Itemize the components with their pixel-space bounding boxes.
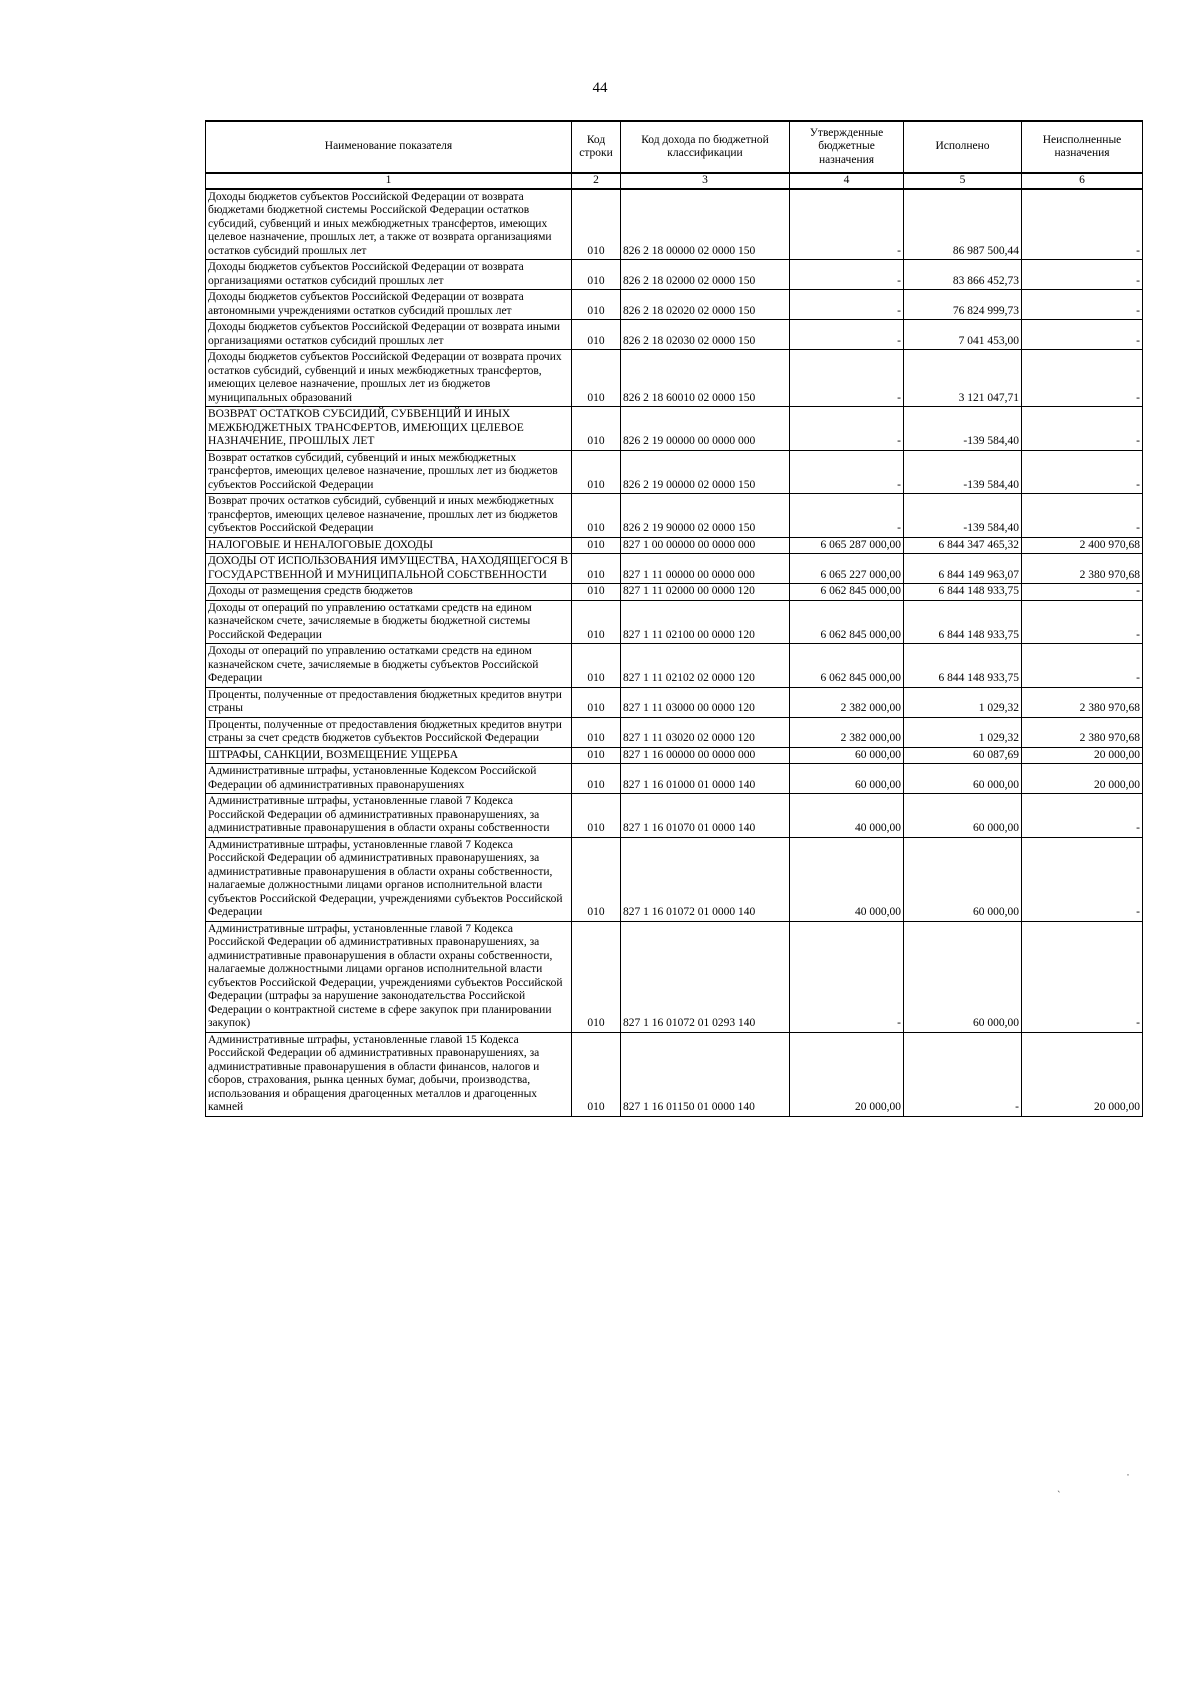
table-row [206, 189, 1143, 260]
budget-code: 826 2 19 00000 00 0000 000 [621, 407, 790, 451]
unexecuted-amount: - [1022, 794, 1143, 838]
table-row [206, 717, 1143, 747]
column-header-budget-code: Код дохода по бюджетной классификации [621, 121, 790, 173]
executed-amount: -139 584,40 [904, 494, 1022, 538]
unexecuted-amount: 2 400 970,68 [1022, 537, 1143, 554]
row-name: ВОЗВРАТ ОСТАТКОВ СУБСИДИЙ, СУБВЕНЦИЙ И ИНЫХ МЕЖБЮДЖЕТНЫХ ТРАНСФЕРТОВ, ИМЕЮЩИХ ЦЕЛЕВОЕ НАЗНАЧЕНИЕ, ПРОШЛЫХ ЛЕТ [206, 407, 572, 451]
budget-code: 826 2 19 00000 02 0000 150 [621, 450, 790, 494]
approved-amount: - [790, 350, 904, 407]
table-row [206, 687, 1143, 717]
executed-amount: 3 121 047,71 [904, 350, 1022, 407]
unexecuted-amount: - [1022, 189, 1143, 260]
unexecuted-amount: - [1022, 494, 1143, 538]
executed-amount: - [904, 1032, 1022, 1116]
unexecuted-amount: - [1022, 921, 1143, 1032]
table-header [206, 121, 1143, 189]
approved-amount: 20 000,00 [790, 1032, 904, 1116]
table-row [206, 494, 1143, 538]
executed-amount: -139 584,40 [904, 407, 1022, 451]
column-number: 5 [904, 173, 1022, 189]
unexecuted-amount: 20 000,00 [1022, 1032, 1143, 1116]
row-code: 010 [572, 764, 621, 794]
row-name: ДОХОДЫ ОТ ИСПОЛЬЗОВАНИЯ ИМУЩЕСТВА, НАХОДЯЩЕГОСЯ В ГОСУДАРСТВЕННОЙ И МУНИЦИПАЛЬНОЙ СОБСТВЕННОСТИ [206, 554, 572, 584]
unexecuted-amount: 2 380 970,68 [1022, 687, 1143, 717]
row-name: Доходы бюджетов субъектов Российской Федерации от возврата иными организациями остатков субсидий прошлых лет [206, 320, 572, 350]
table-row [206, 794, 1143, 838]
row-name: Административные штрафы, установленные главой 7 Кодекса Российской Федерации об административных правонарушениях, за административные правонарушения в области охраны собственности, налагаемые должностными лицами органов исполнительной власти субъектов Российской Федерации, учреждениями субъектов Российской Федерации (штрафы за нарушение законодательства Российской Федерации о контрактной системе в сфере закупок при планировании закупок) [206, 921, 572, 1032]
row-name: Административные штрафы, установленные Кодексом Российской Федерации об административных правонарушениях [206, 764, 572, 794]
approved-amount: 2 382 000,00 [790, 717, 904, 747]
budget-code: 826 2 18 00000 02 0000 150 [621, 189, 790, 260]
table-row [206, 554, 1143, 584]
row-name: Доходы бюджетов субъектов Российской Федерации от возврата организациями остатков субсидий прошлых лет [206, 260, 572, 290]
executed-amount: -139 584,40 [904, 450, 1022, 494]
table-row [206, 921, 1143, 1032]
executed-amount: 6 844 148 933,75 [904, 644, 1022, 688]
column-header-unexecuted: Неисполненные назначения [1022, 121, 1143, 173]
approved-amount: 2 382 000,00 [790, 687, 904, 717]
budget-code: 827 1 16 01072 01 0293 140 [621, 921, 790, 1032]
approved-amount: 40 000,00 [790, 794, 904, 838]
unexecuted-amount: - [1022, 260, 1143, 290]
table-row [206, 1032, 1143, 1116]
scan-speck: ˎ [1057, 1479, 1061, 1493]
table-row [206, 260, 1143, 290]
table-row [206, 600, 1143, 644]
unexecuted-amount: - [1022, 837, 1143, 921]
budget-code: 826 2 18 02020 02 0000 150 [621, 290, 790, 320]
row-code: 010 [572, 320, 621, 350]
budget-code: 827 1 11 03000 00 0000 120 [621, 687, 790, 717]
executed-amount: 76 824 999,73 [904, 290, 1022, 320]
table-row [206, 320, 1143, 350]
row-code: 010 [572, 584, 621, 601]
row-name: Административные штрафы, установленные главой 7 Кодекса Российской Федерации об административных правонарушениях, за административные правонарушения в области охраны собственности [206, 794, 572, 838]
column-header-executed: Исполнено [904, 121, 1022, 173]
unexecuted-amount: - [1022, 644, 1143, 688]
row-code: 010 [572, 554, 621, 584]
table-row [206, 747, 1143, 764]
row-code: 010 [572, 537, 621, 554]
table-row [206, 837, 1143, 921]
table-row [206, 644, 1143, 688]
unexecuted-amount: - [1022, 584, 1143, 601]
revenue-table [205, 120, 1143, 1117]
table-row [206, 764, 1143, 794]
row-code: 010 [572, 1032, 621, 1116]
executed-amount: 6 844 347 465,32 [904, 537, 1022, 554]
approved-amount: - [790, 290, 904, 320]
column-header-approved: Утвержденные бюджетные назначения [790, 121, 904, 173]
column-number: 2 [572, 173, 621, 189]
executed-amount: 86 987 500,44 [904, 189, 1022, 260]
row-name: Доходы бюджетов субъектов Российской Федерации от возврата бюджетами бюджетной системы Российской Федерации остатков субсидий, субвенций и иных межбюджетных трансфертов, имеющих целевое назначение, прошлых лет, а также от возврата организациями остатков субсидий прошлых лет [206, 189, 572, 260]
budget-code: 827 1 16 01150 01 0000 140 [621, 1032, 790, 1116]
row-code: 010 [572, 837, 621, 921]
row-name: Возврат остатков субсидий, субвенций и иных межбюджетных трансфертов, имеющих целевое назначение, прошлых лет из бюджетов субъектов Российской Федерации [206, 450, 572, 494]
row-code: 010 [572, 794, 621, 838]
row-code: 010 [572, 260, 621, 290]
scan-speck: · [1126, 1467, 1130, 1481]
row-name: Возврат прочих остатков субсидий, субвенций и иных межбюджетных трансфертов, имеющих целевое назначение, прошлых лет из бюджетов субъектов Российской Федерации [206, 494, 572, 538]
approved-amount: 6 062 845 000,00 [790, 584, 904, 601]
approved-amount: 6 062 845 000,00 [790, 600, 904, 644]
executed-amount: 7 041 453,00 [904, 320, 1022, 350]
row-name: ШТРАФЫ, САНКЦИИ, ВОЗМЕЩЕНИЕ УЩЕРБА [206, 747, 572, 764]
column-header-name: Наименование показателя [206, 121, 572, 173]
budget-code: 826 2 18 02000 02 0000 150 [621, 260, 790, 290]
column-number: 4 [790, 173, 904, 189]
row-name: Проценты, полученные от предоставления бюджетных кредитов внутри страны [206, 687, 572, 717]
row-code: 010 [572, 189, 621, 260]
executed-amount: 1 029,32 [904, 717, 1022, 747]
unexecuted-amount: - [1022, 350, 1143, 407]
unexecuted-amount: - [1022, 290, 1143, 320]
row-code: 010 [572, 494, 621, 538]
table-row [206, 290, 1143, 320]
executed-amount: 60 000,00 [904, 921, 1022, 1032]
row-name: Доходы бюджетов субъектов Российской Федерации от возврата автономными учреждениями остатков субсидий прошлых лет [206, 290, 572, 320]
budget-code: 827 1 11 02000 00 0000 120 [621, 584, 790, 601]
table-row [206, 407, 1143, 451]
unexecuted-amount: - [1022, 600, 1143, 644]
budget-code: 827 1 16 01072 01 0000 140 [621, 837, 790, 921]
unexecuted-amount: 20 000,00 [1022, 747, 1143, 764]
row-code: 010 [572, 644, 621, 688]
executed-amount: 60 000,00 [904, 764, 1022, 794]
budget-code: 826 2 18 60010 02 0000 150 [621, 350, 790, 407]
page-number: 44 [592, 80, 608, 96]
unexecuted-amount: 2 380 970,68 [1022, 554, 1143, 584]
executed-amount: 60 000,00 [904, 837, 1022, 921]
row-name: Проценты, полученные от предоставления бюджетных кредитов внутри страны за счет средств бюджетов субъектов Российской Федерации [206, 717, 572, 747]
budget-code: 827 1 16 01000 01 0000 140 [621, 764, 790, 794]
row-code: 010 [572, 350, 621, 407]
executed-amount: 6 844 148 933,75 [904, 600, 1022, 644]
budget-code: 827 1 16 00000 00 0000 000 [621, 747, 790, 764]
executed-amount: 6 844 148 933,75 [904, 584, 1022, 601]
budget-code: 827 1 11 00000 00 0000 000 [621, 554, 790, 584]
table-row [206, 350, 1143, 407]
row-code: 010 [572, 747, 621, 764]
approved-amount: 6 065 227 000,00 [790, 554, 904, 584]
table-row [206, 537, 1143, 554]
unexecuted-amount: - [1022, 450, 1143, 494]
row-code: 010 [572, 290, 621, 320]
executed-amount: 1 029,32 [904, 687, 1022, 717]
row-name: Доходы бюджетов субъектов Российской Федерации от возврата прочих остатков субсидий, субвенций и иных межбюджетных трансфертов, имеющих целевое назначение, прошлых лет из бюджетов муниципальных образований [206, 350, 572, 407]
unexecuted-amount: 2 380 970,68 [1022, 717, 1143, 747]
approved-amount: - [790, 450, 904, 494]
row-name: Административные штрафы, установленные главой 15 Кодекса Российской Федерации об административных правонарушениях, за административные правонарушения в области финансов, налогов и сборов, страхования, рынка ценных бумаг, добычи, производства, использования и обращения драгоценных металлов и драгоценных камней [206, 1032, 572, 1116]
approved-amount: 40 000,00 [790, 837, 904, 921]
executed-amount: 83 866 452,73 [904, 260, 1022, 290]
budget-code: 827 1 11 03020 02 0000 120 [621, 717, 790, 747]
budget-code: 827 1 11 02100 00 0000 120 [621, 600, 790, 644]
column-header-row-code: Код строки [572, 121, 621, 173]
column-number: 1 [206, 173, 572, 189]
row-code: 010 [572, 600, 621, 644]
approved-amount: - [790, 921, 904, 1032]
approved-amount: - [790, 189, 904, 260]
unexecuted-amount: 20 000,00 [1022, 764, 1143, 794]
budget-code: 826 2 19 90000 02 0000 150 [621, 494, 790, 538]
row-name: Административные штрафы, установленные главой 7 Кодекса Российской Федерации об административных правонарушениях, за административные правонарушения в области охраны собственности, налагаемые должностными лицами органов исполнительной власти субъектов Российской Федерации, учреждениями субъектов Российской Федерации [206, 837, 572, 921]
approved-amount: 6 062 845 000,00 [790, 644, 904, 688]
approved-amount: 60 000,00 [790, 764, 904, 794]
approved-amount: 60 000,00 [790, 747, 904, 764]
approved-amount: 6 065 287 000,00 [790, 537, 904, 554]
row-name: Доходы от размещения средств бюджетов [206, 584, 572, 601]
budget-code: 826 2 18 02030 02 0000 150 [621, 320, 790, 350]
row-name: Доходы от операций по управлению остатками средств на едином казначейском счете, зачисляемые в бюджеты бюджетной системы Российской Федерации [206, 600, 572, 644]
table-body [206, 189, 1143, 1117]
executed-amount: 60 087,69 [904, 747, 1022, 764]
approved-amount: - [790, 260, 904, 290]
table-row [206, 584, 1143, 601]
column-number: 6 [1022, 173, 1143, 189]
unexecuted-amount: - [1022, 407, 1143, 451]
unexecuted-amount: - [1022, 320, 1143, 350]
budget-code: 827 1 11 02102 02 0000 120 [621, 644, 790, 688]
row-name: Доходы от операций по управлению остатками средств на едином казначейском счете, зачисляемые в бюджеты субъектов Российской Федерации [206, 644, 572, 688]
row-code: 010 [572, 717, 621, 747]
row-code: 010 [572, 407, 621, 451]
budget-code: 827 1 00 00000 00 0000 000 [621, 537, 790, 554]
approved-amount: - [790, 494, 904, 538]
table-row [206, 450, 1143, 494]
row-code: 010 [572, 450, 621, 494]
row-code: 010 [572, 921, 621, 1032]
executed-amount: 6 844 149 963,07 [904, 554, 1022, 584]
approved-amount: - [790, 320, 904, 350]
column-number: 3 [621, 173, 790, 189]
row-name: НАЛОГОВЫЕ И НЕНАЛОГОВЫЕ ДОХОДЫ [206, 537, 572, 554]
row-code: 010 [572, 687, 621, 717]
approved-amount: - [790, 407, 904, 451]
budget-code: 827 1 16 01070 01 0000 140 [621, 794, 790, 838]
executed-amount: 60 000,00 [904, 794, 1022, 838]
